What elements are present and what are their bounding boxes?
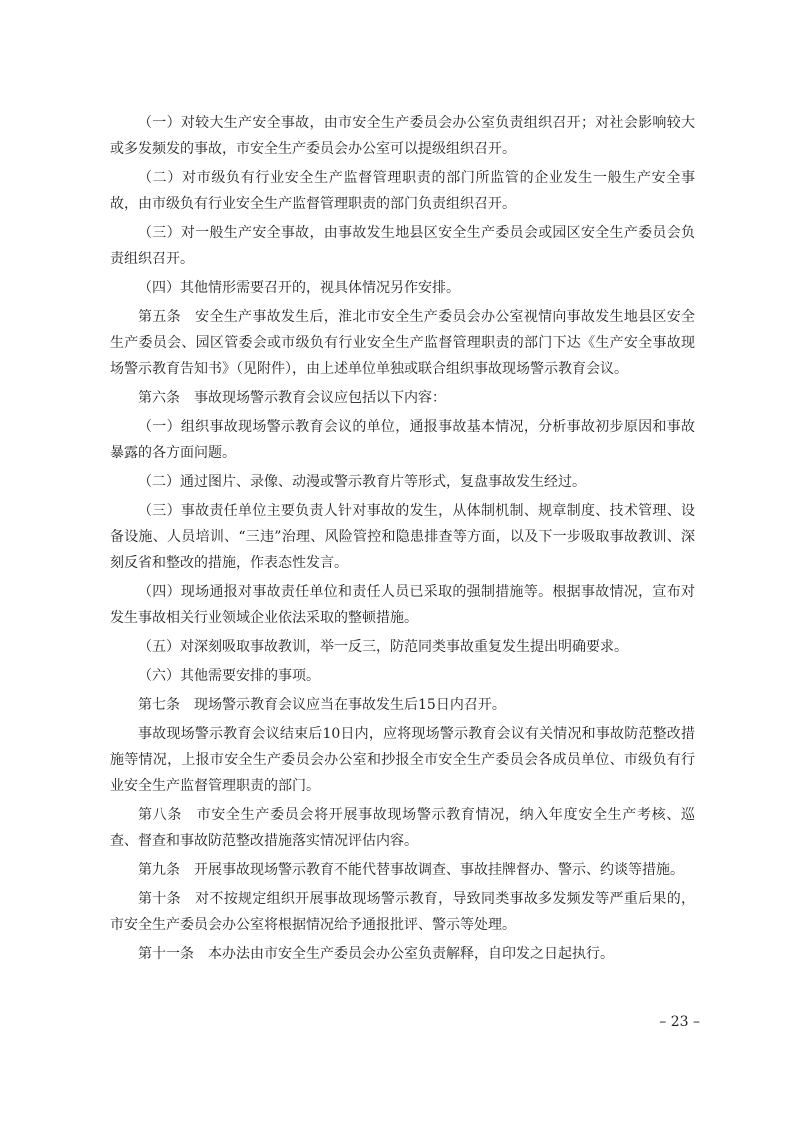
paragraph: （二）通过图片、录像、动漫或警示教育片等形式，复盘事故发生经过。 bbox=[138, 474, 586, 490]
article-10: 第十条 对不按规定组织开展事故现场警示教育，导致同类事故多发频发等严重后果的，市安全生产委员会办公室将根据情况给予通报批评、警示等处理。 bbox=[110, 891, 695, 933]
paragraph: （二）对市级负有行业安全生产监督管理职责的部门所监管的企业发生一般生产安全事故，由市级负有行业安全生产监督管理职责的部门负责组织召开。 bbox=[110, 170, 695, 212]
paragraph: （四）现场通报对事故责任单位和责任人员已采取的强制措施等。根据事故情况，宣布对发生事故相关行业领域企业依法采取的整顿措施。 bbox=[110, 584, 695, 626]
article-8: 第八条 市安全生产委员会将开展事故现场警示教育情况，纳入年度安全生产考核、巡查、督查和事故防范整改措施落实情况评估内容。 bbox=[110, 807, 695, 849]
article-9: 第九条 开展事故现场警示教育不能代替事故调查、事故挂牌督办、警示、约谈等措施。 bbox=[138, 862, 684, 878]
paragraph: （一）对较大生产安全事故，由市安全生产委员会办公室负责组织召开；对社会影响较大或多发频发的事故，市安全生产委员会办公室可以提级组织召开。 bbox=[110, 115, 695, 157]
paragraph: （六）其他需要安排的事项。 bbox=[138, 668, 320, 684]
paragraph: （三）事故责任单位主要负责人针对事故的发生，从体制机制、规章制度、技术管理、设备设施、人员培训、“三违”治理、风险管控和隐患排查等方面，以及下一步吸取事故教训、深刻反省和整改的措施，作表态性发言。 bbox=[110, 503, 695, 571]
paragraph: （五）对深刻吸取事故教训，举一反三，防范同类事故重复发生提出明确要求。 bbox=[138, 639, 628, 655]
article-7: 第七条 现场警示教育会议应当在事故发生后15日内召开。 bbox=[138, 697, 506, 713]
document-body bbox=[110, 110, 695, 970]
article-6: 第六条 事故现场警示教育会议应包括以下内容： bbox=[138, 390, 446, 406]
paragraph: （一）组织事故现场警示教育会议的单位，通报事故基本情况，分析事故初步原因和事故暴露的各方面问题。 bbox=[110, 419, 695, 461]
page-number: – 23 – bbox=[659, 1014, 700, 1030]
paragraph: （三）对一般生产安全事故，由事故发生地县区安全生产委员会或园区安全生产委员会负责组织召开。 bbox=[110, 225, 695, 267]
article-11: 第十一条 本办法由市安全生产委员会办公室负责解释，自印发之日起执行。 bbox=[138, 946, 614, 962]
paragraph: （四）其他情形需要召开的，视具体情况另作安排。 bbox=[138, 280, 460, 296]
article-5: 第五条 安全生产事故发生后，淮北市安全生产委员会办公室视情向事故发生地县区安全生产委员会、园区管委会或市级负有行业安全生产监督管理职责的部门下达《生产安全事故现场警示教育告知书》（见附件），由上述单位单独或联合组织事故现场警示教育会议。 bbox=[110, 309, 695, 377]
paragraph: 事故现场警示教育会议结束后10日内，应将现场警示教育会议有关情况和事故防范整改措施等情况，上报市安全生产委员会办公室和抄报全市安全生产委员会各成员单位、市级负有行业安全生产监督管理职责的部门。 bbox=[110, 726, 695, 794]
